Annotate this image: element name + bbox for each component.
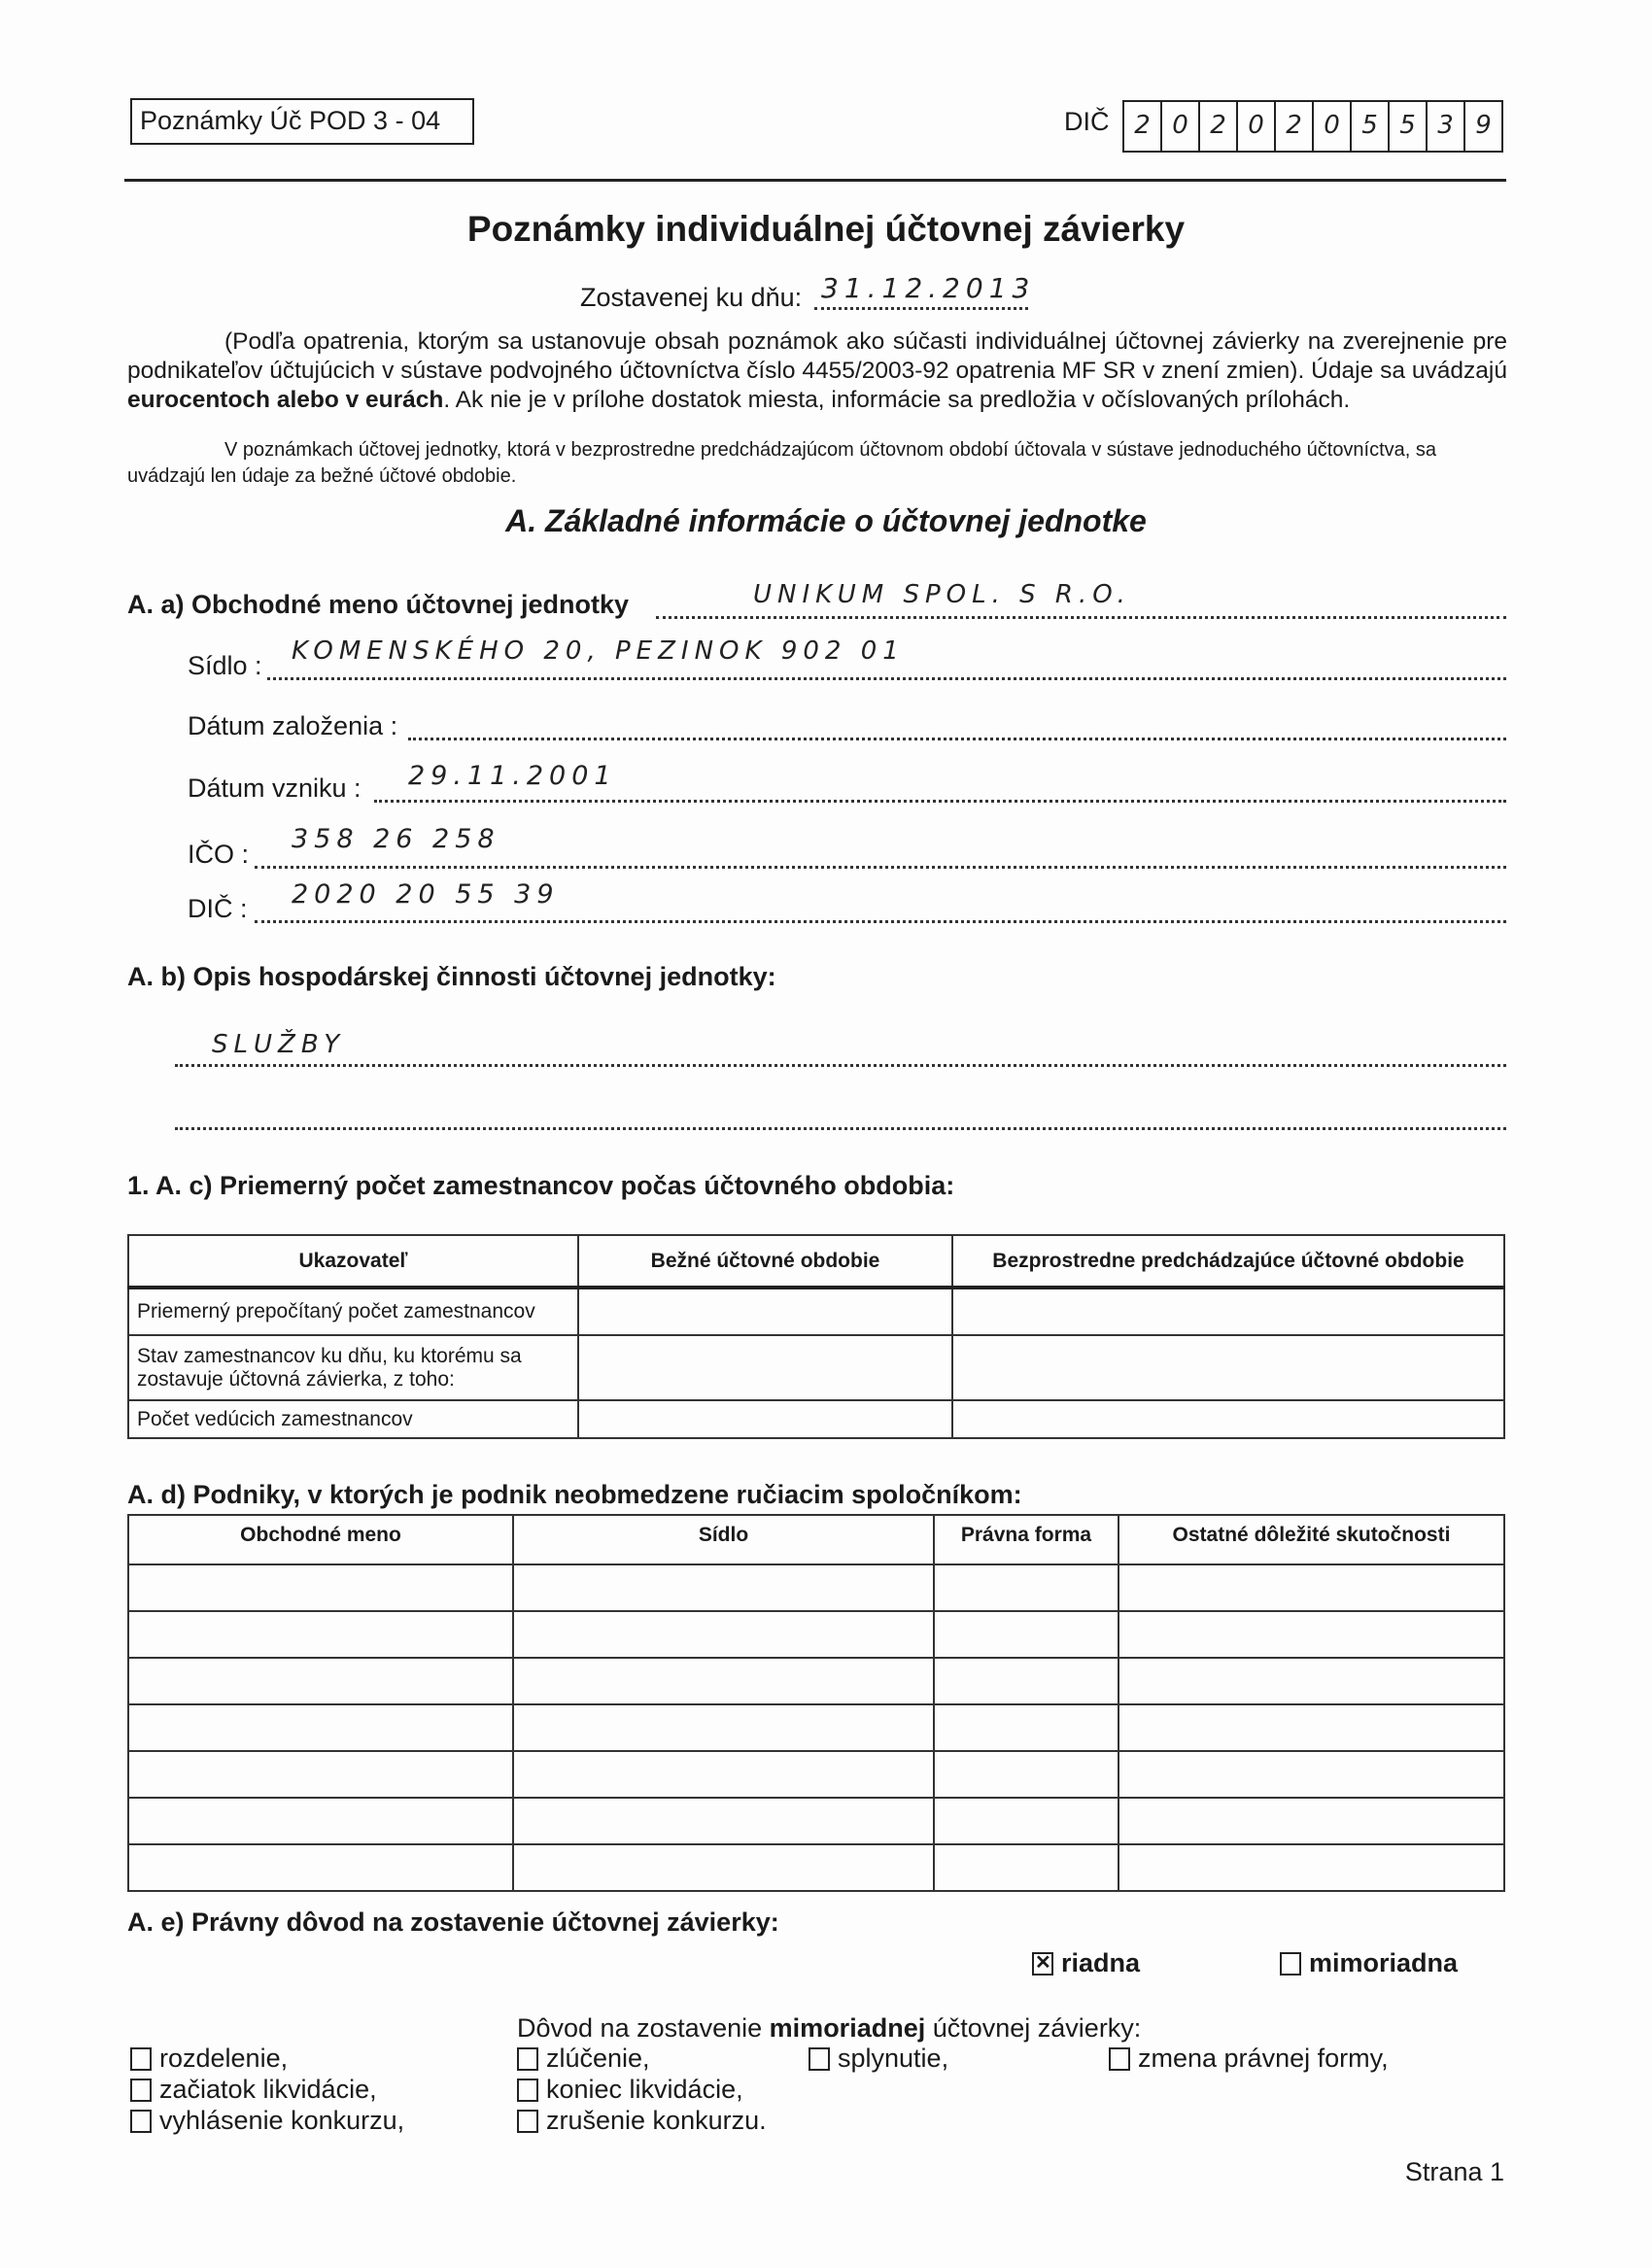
legal-reason-heading: A. e) Právny dôvod na zostavenie účtovnej závierky: — [127, 1907, 779, 1937]
dic-label: DIČ — [1064, 107, 1110, 136]
table-row — [128, 1658, 1504, 1704]
cell[interactable] — [578, 1288, 952, 1335]
intro-text-end: . Ak nie je v prílohe dostatok miesta, informácie sa predložia v očíslovaných prílohách. — [443, 387, 1351, 413]
cell[interactable] — [128, 1564, 513, 1611]
dic-digit-box[interactable]: 5 — [1352, 102, 1390, 151]
cell[interactable] — [1119, 1564, 1504, 1611]
option-label: rozdelenie, — [159, 2044, 289, 2073]
form-code-box: Poznámky Úč POD 3 - 04 — [130, 98, 474, 145]
reason-option[interactable] — [1109, 2044, 1389, 2074]
seat-label: Sídlo : — [188, 651, 262, 680]
dic-digit-box[interactable]: 0 — [1162, 102, 1200, 151]
table-row — [128, 1400, 1504, 1438]
checkbox-icon[interactable] — [517, 2079, 538, 2102]
table-row — [128, 1564, 1504, 1611]
checkbox-icon[interactable] — [1109, 2047, 1130, 2071]
dic-dots — [255, 920, 1506, 923]
table-row — [128, 1704, 1504, 1751]
dic-value[interactable]: 2020 20 55 39 — [292, 879, 560, 910]
cell[interactable] — [934, 1844, 1119, 1891]
activity-dots-1 — [175, 1064, 1506, 1067]
option-label: zlúčenie, — [546, 2044, 650, 2073]
cell[interactable] — [1119, 1658, 1504, 1704]
name-label: A. a) Obchodné meno účtovnej jednotky — [127, 590, 630, 619]
checkbox-icon[interactable] — [1280, 1952, 1301, 1976]
reason-option[interactable] — [130, 2075, 377, 2105]
name-value[interactable]: UNIKUM SPOL. S R.O. — [753, 580, 1131, 609]
cell[interactable] — [578, 1400, 952, 1438]
mimoriadna-label: mimoriadna — [1309, 1948, 1459, 1977]
cell[interactable] — [513, 1704, 934, 1751]
cell[interactable] — [128, 1798, 513, 1844]
checkbox-icon[interactable] — [130, 2110, 152, 2133]
founded-dots[interactable] — [408, 738, 1506, 740]
compiled-dots — [814, 307, 1028, 310]
checkbox-icon[interactable] — [517, 2110, 538, 2133]
cell[interactable] — [1119, 1844, 1504, 1891]
cell[interactable] — [128, 1704, 513, 1751]
partners-table — [127, 1514, 1505, 1892]
ico-dots — [255, 866, 1506, 869]
table-row — [128, 1751, 1504, 1798]
intro-bold: eurocentoch alebo v eurách — [127, 387, 444, 413]
cell[interactable] — [128, 1658, 513, 1704]
created-label: Dátum vzniku : — [188, 773, 361, 803]
table-row — [128, 1288, 1504, 1335]
activity-label: A. b) Opis hospodárskej činnosti účtovnej jednotky: — [127, 962, 776, 991]
dic-digit-box[interactable]: 5 — [1390, 102, 1428, 151]
option-riadna[interactable] — [1032, 1948, 1140, 1978]
cell[interactable] — [952, 1288, 1504, 1335]
option-mimoriadna[interactable] — [1280, 1948, 1458, 1978]
cell[interactable] — [128, 1844, 513, 1891]
cell[interactable] — [934, 1658, 1119, 1704]
employees-heading: 1. A. c) Priemerný počet zamestnancov počas účtovného obdobia: — [127, 1171, 955, 1200]
intro-paragraph — [127, 327, 1507, 415]
dic-digit-box[interactable]: 2 — [1124, 102, 1162, 151]
cell[interactable] — [934, 1704, 1119, 1751]
dic-digit-box[interactable]: 2 — [1276, 102, 1314, 151]
extra-a: Dôvod na zostavenie — [517, 2013, 770, 2043]
riadna-label: riadna — [1061, 1948, 1141, 1977]
activity-value[interactable]: SLUŽBY — [212, 1030, 346, 1059]
option-label: splynutie, — [838, 2044, 949, 2073]
dic-boxes[interactable] — [1122, 100, 1503, 153]
cell[interactable] — [1119, 1611, 1504, 1658]
cell[interactable] — [1119, 1751, 1504, 1798]
cell[interactable] — [1119, 1798, 1504, 1844]
table-row — [128, 1335, 1504, 1400]
table-row — [128, 1611, 1504, 1658]
checkbox-icon[interactable] — [130, 2079, 152, 2102]
cell[interactable] — [934, 1798, 1119, 1844]
dic-digit-box[interactable]: 3 — [1428, 102, 1465, 151]
checkbox-icon[interactable] — [130, 2047, 152, 2071]
col-previous: Bezprostredne predchádzajúce účtovné obdobie — [952, 1235, 1504, 1288]
page-number: Strana 1 — [1404, 2157, 1504, 2186]
partners-heading: A. d) Podniky, v ktorých je podnik neobmedzene ručiacim spoločníkom: — [127, 1480, 1022, 1509]
cell[interactable] — [513, 1844, 934, 1891]
created-dots — [374, 800, 1506, 803]
created-value[interactable]: 29.11.2001 — [408, 761, 617, 791]
ico-label: IČO : — [188, 840, 250, 869]
option-label: začiatok likvidácie, — [159, 2075, 377, 2104]
col-name: Obchodné meno — [128, 1515, 513, 1564]
name-dots — [656, 616, 1506, 619]
section-a-heading: A. Základné informácie o účtovnej jednotke — [505, 503, 1147, 538]
reason-option[interactable] — [517, 2075, 743, 2105]
reason-option[interactable] — [130, 2106, 404, 2136]
checkbox-icon[interactable] — [517, 2047, 538, 2071]
col-legal-form: Právna forma — [934, 1515, 1119, 1564]
cell[interactable] — [952, 1335, 1504, 1400]
option-label: vyhlásenie konkurzu, — [159, 2106, 405, 2135]
table-row — [128, 1844, 1504, 1891]
checkbox-icon[interactable] — [809, 2047, 830, 2071]
row-label: Počet vedúcich zamestnancov — [128, 1400, 578, 1438]
reason-option[interactable] — [130, 2044, 288, 2074]
intro-text: (Podľa opatrenia, ktorým sa ustanovuje obsah poznámok ako súčasti individuálnej účtovnej závierky na zverejnenie pre podnikateľov účtujúcich v sústave podvojného účtovníctva číslo 4455/2003-92 opatrenia MF SR v znení zmien). Údaje sa uvádzajú — [127, 328, 1507, 384]
employees-table — [127, 1234, 1505, 1439]
reason-option[interactable] — [809, 2044, 948, 2074]
option-label: zmena právnej formy, — [1138, 2044, 1389, 2073]
col-current: Bežné účtovné obdobie — [578, 1235, 952, 1288]
activity-dots-2 — [175, 1127, 1506, 1130]
dic-digit-box[interactable]: 9 — [1465, 102, 1503, 151]
row-label: Stav zamestnancov ku dňu, ku ktorému sa zostavuje účtovná závierka, z toho: — [128, 1335, 578, 1400]
header-rule — [124, 179, 1506, 182]
extra-b: účtovnej závierky: — [925, 2013, 1142, 2043]
compiled-label: Zostavenej ku dňu: — [580, 283, 803, 312]
row-label: Priemerný prepočítaný počet zamestnancov — [128, 1288, 578, 1335]
intro-note: V poznámkach účtovej jednotky, ktorá v bezprostredne predchádzajúcom účtovnom období účtovala v sústave jednoduchého účtovníctva, sa uvádzajú len údaje za bežné účtové obdobie. — [127, 439, 1437, 487]
cell[interactable] — [934, 1564, 1119, 1611]
dic-field-label: DIČ : — [188, 894, 248, 923]
seat-value[interactable]: KOMENSKÉHO 20, PEZINOK 902 01 — [292, 636, 905, 666]
page-title: Poznámky individuálnej účtovnej závierky — [466, 209, 1186, 249]
cell[interactable] — [1119, 1704, 1504, 1751]
seat-dots — [267, 677, 1506, 680]
option-label: koniec likvidácie, — [546, 2075, 743, 2104]
col-indicator: Ukazovateľ — [128, 1235, 578, 1288]
cell[interactable] — [513, 1798, 934, 1844]
cell[interactable] — [513, 1564, 934, 1611]
cell[interactable] — [513, 1751, 934, 1798]
cell[interactable] — [934, 1751, 1119, 1798]
table-row — [128, 1798, 1504, 1844]
col-other-facts: Ostatné dôležité skutočnosti — [1119, 1515, 1504, 1564]
option-label: zrušenie konkurzu. — [546, 2106, 767, 2135]
dic-digit-box[interactable]: 2 — [1200, 102, 1238, 151]
extra-reason-label — [517, 2013, 1141, 2044]
ico-value[interactable]: 358 26 258 — [292, 824, 500, 854]
checkbox-checked-icon[interactable] — [1032, 1952, 1053, 1976]
extra-bold: mimoriadnej — [769, 2013, 926, 2043]
reason-option[interactable] — [517, 2106, 767, 2136]
founded-label: Dátum založenia : — [188, 711, 398, 740]
compiled-date[interactable]: 31.12.2013 — [821, 272, 1036, 304]
cell[interactable] — [513, 1611, 934, 1658]
cell[interactable] — [128, 1751, 513, 1798]
cell[interactable] — [952, 1400, 1504, 1438]
dic-digit-box[interactable]: 0 — [1314, 102, 1352, 151]
col-seat: Sídlo — [513, 1515, 934, 1564]
dic-digit-box[interactable]: 0 — [1238, 102, 1276, 151]
cell[interactable] — [934, 1611, 1119, 1658]
cell[interactable] — [128, 1611, 513, 1658]
cell[interactable] — [578, 1335, 952, 1400]
reason-option[interactable] — [517, 2044, 650, 2074]
cell[interactable] — [513, 1658, 934, 1704]
